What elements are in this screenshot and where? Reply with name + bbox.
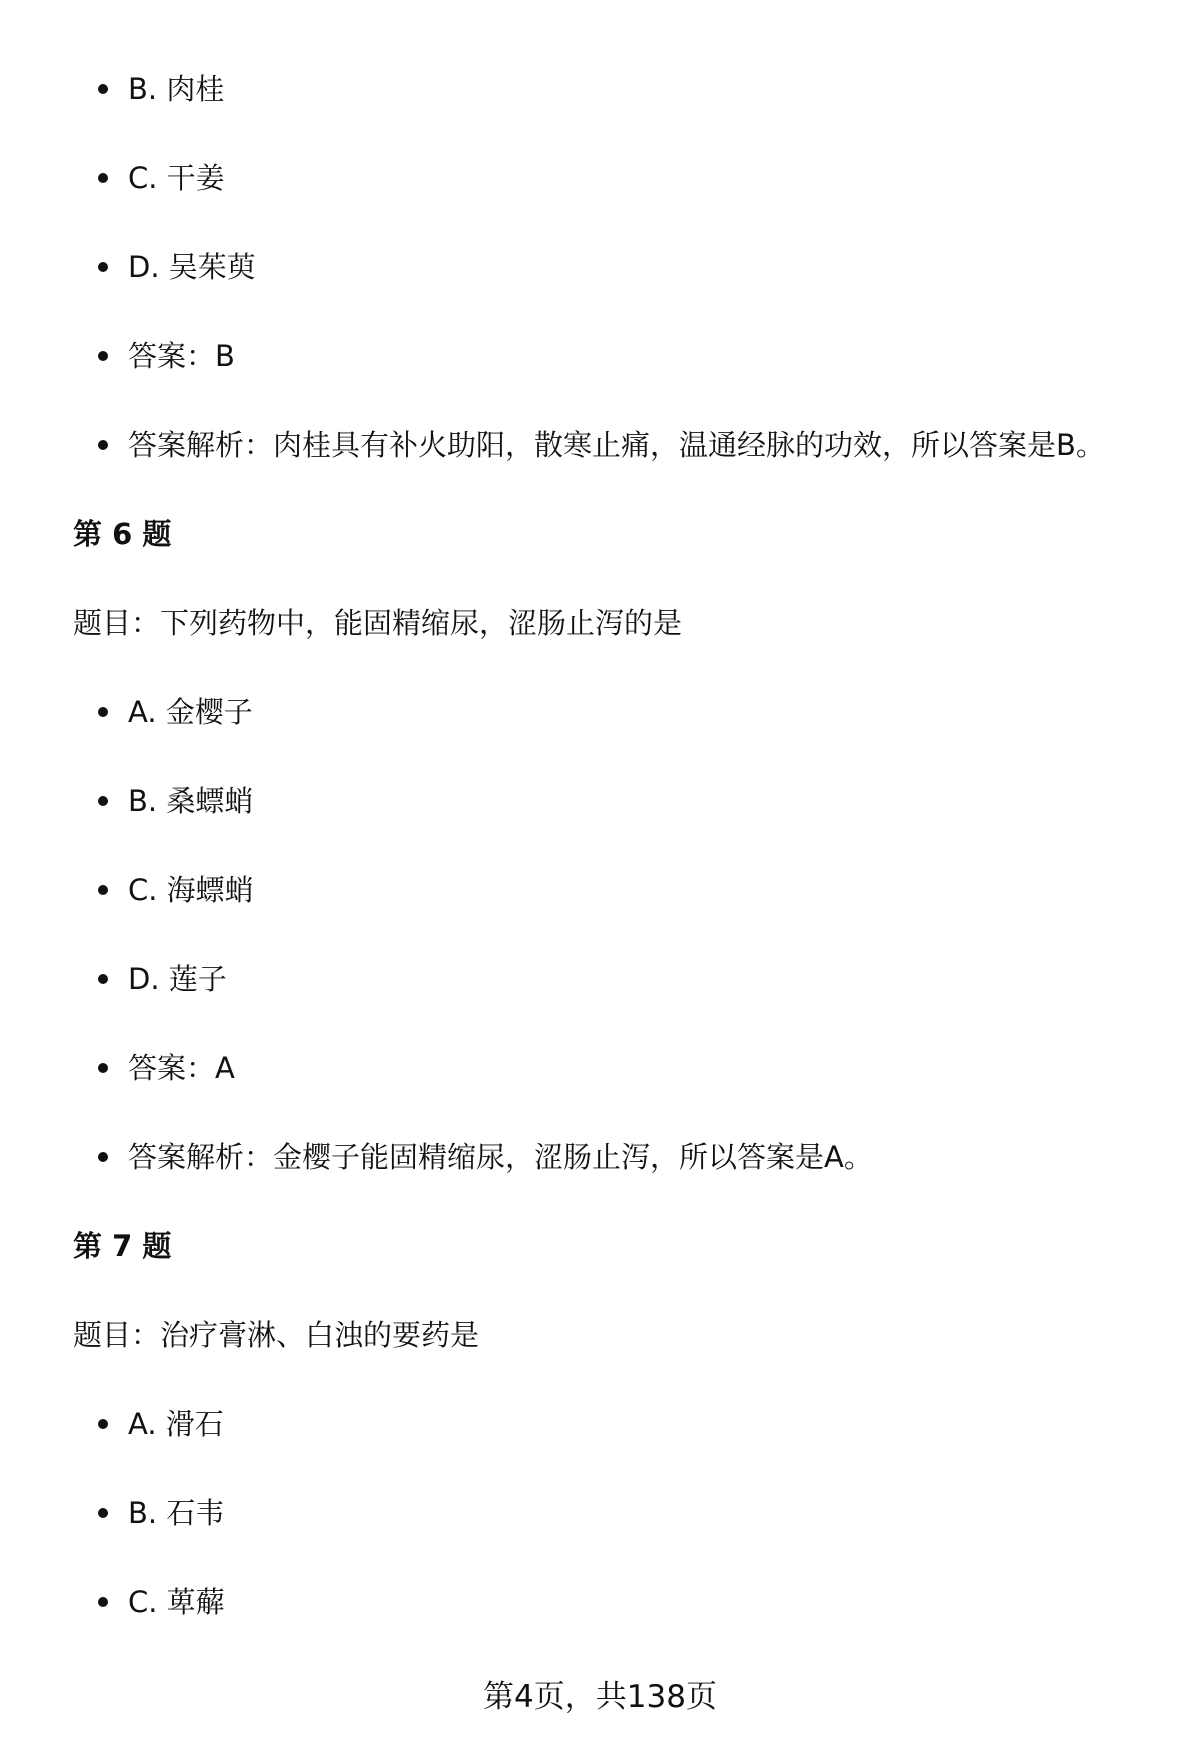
question-heading: 第 7 题 [73,1229,172,1263]
bullet-icon [98,351,108,361]
bullet-icon [98,173,108,183]
bullet-icon [98,1508,108,1518]
explanation-text: 答案解析：肉桂具有补火助阳，散寒止痛，温通经脉的功效，所以答案是B。 [128,428,1105,462]
option-text: D. 莲子 [128,962,227,996]
option-text: C. 萆薢 [128,1585,225,1619]
bullet-icon [98,440,108,450]
answer-text: 答案：B [128,339,235,373]
bullet-icon [98,1597,108,1607]
question-stem: 题目：治疗膏淋、白浊的要药是 [73,1318,480,1352]
question-stem: 题目：下列药物中，能固精缩尿，涩肠止泻的是 [73,606,683,640]
bullet-icon [98,1152,108,1162]
bullet-icon [98,1063,108,1073]
option-text: B. 肉桂 [128,72,225,106]
option-text: C. 干姜 [128,161,225,195]
bullet-icon [98,262,108,272]
option-text: A. 滑石 [128,1407,224,1441]
question-heading: 第 6 题 [73,517,172,551]
option-text: A. 金樱子 [128,695,253,729]
answer-text: 答案：A [128,1051,235,1085]
option-text: B. 桑螵蛸 [128,784,254,818]
bullet-icon [98,1419,108,1429]
option-text: C. 海螵蛸 [128,873,254,907]
bullet-icon [98,974,108,984]
bullet-icon [98,885,108,895]
bullet-icon [98,796,108,806]
explanation-text: 答案解析：金樱子能固精缩尿，涩肠止泻，所以答案是A。 [128,1140,873,1174]
page-number-footer: 第4页，共138页 [483,1679,717,1715]
bullet-icon [98,84,108,94]
option-text: D. 吴茱萸 [128,250,256,284]
bullet-icon [98,707,108,717]
option-text: B. 石韦 [128,1496,225,1530]
